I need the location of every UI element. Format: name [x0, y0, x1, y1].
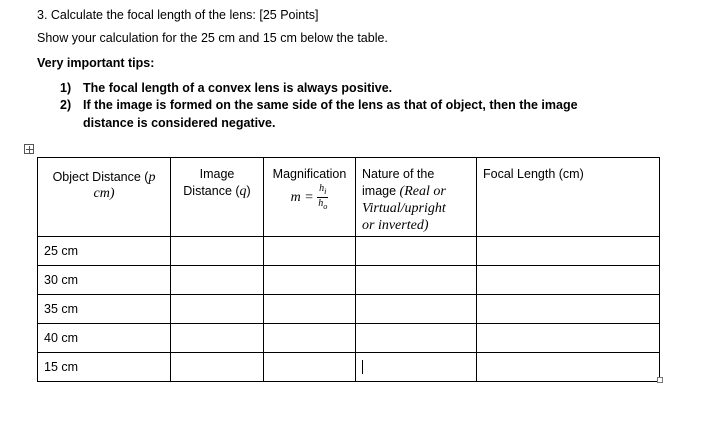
tip-text-2-line1: If the image is formed on the same side of the lens as that of object, then the image — [83, 98, 578, 112]
table-row — [38, 353, 660, 382]
cell-magnification[interactable] — [264, 295, 356, 324]
cell-nature[interactable] — [356, 295, 477, 324]
instruction-text: Show your calculation for the 25 cm and 15 cm below the table. — [37, 31, 388, 45]
cell-focal-length[interactable] — [477, 324, 660, 353]
table-move-handle-icon[interactable] — [24, 144, 34, 154]
row-label-15cm: 15 cm — [38, 353, 171, 382]
text-cursor — [362, 360, 363, 374]
cell-image-distance[interactable] — [171, 295, 264, 324]
row-label-30cm: 30 cm — [38, 266, 171, 295]
header-magnification: Magnification m = $\frac{h_i}{h_o}$ — [264, 158, 356, 237]
cell-nature[interactable] — [356, 266, 477, 295]
tip-text-2-line2: distance is considered negative. — [83, 116, 276, 130]
cell-image-distance[interactable] — [171, 324, 264, 353]
cell-nature[interactable] — [356, 237, 477, 266]
header-nature-of-image: Nature of the image (Real or Virtual/upright or inverted) — [356, 158, 477, 237]
header-focal-length: Focal Length (cm) — [477, 158, 660, 237]
tip-number-2: 2) — [60, 98, 72, 112]
row-label-25cm: 25 cm — [38, 237, 171, 266]
cell-nature[interactable] — [356, 324, 477, 353]
table-row — [38, 295, 660, 324]
table-header-row — [38, 158, 660, 237]
cell-image-distance[interactable] — [171, 353, 264, 382]
magnification-fraction: $\frac{h_i}{h_o}$ — [318, 183, 328, 211]
cell-focal-length[interactable] — [477, 266, 660, 295]
tip-number-1: 1) — [60, 81, 72, 95]
cell-magnification[interactable] — [264, 324, 356, 353]
table-resize-handle[interactable] — [657, 377, 663, 383]
tip-text-1: The focal length of a convex lens is always positive. — [83, 81, 393, 95]
cell-magnification[interactable] — [264, 237, 356, 266]
table-row — [38, 237, 660, 266]
header-object-distance: Object Distance (p cm) — [38, 158, 171, 237]
cell-focal-length[interactable] — [477, 295, 660, 324]
table-row — [38, 266, 660, 295]
row-label-40cm: 40 cm — [38, 324, 171, 353]
cell-image-distance[interactable] — [171, 237, 264, 266]
table-row — [38, 324, 660, 353]
cell-focal-length[interactable] — [477, 237, 660, 266]
cell-focal-length[interactable] — [477, 353, 660, 382]
question-title: 3. Calculate the focal length of the lens: [25 Points] — [37, 8, 319, 22]
cell-image-distance[interactable] — [171, 266, 264, 295]
row-label-35cm: 35 cm — [38, 295, 171, 324]
cell-nature[interactable] — [356, 353, 477, 382]
cell-magnification[interactable] — [264, 266, 356, 295]
tips-heading: Very important tips: — [37, 56, 155, 70]
lens-data-table — [37, 157, 660, 382]
cell-magnification[interactable] — [264, 353, 356, 382]
header-image-distance: Image Distance (q) — [171, 158, 264, 237]
